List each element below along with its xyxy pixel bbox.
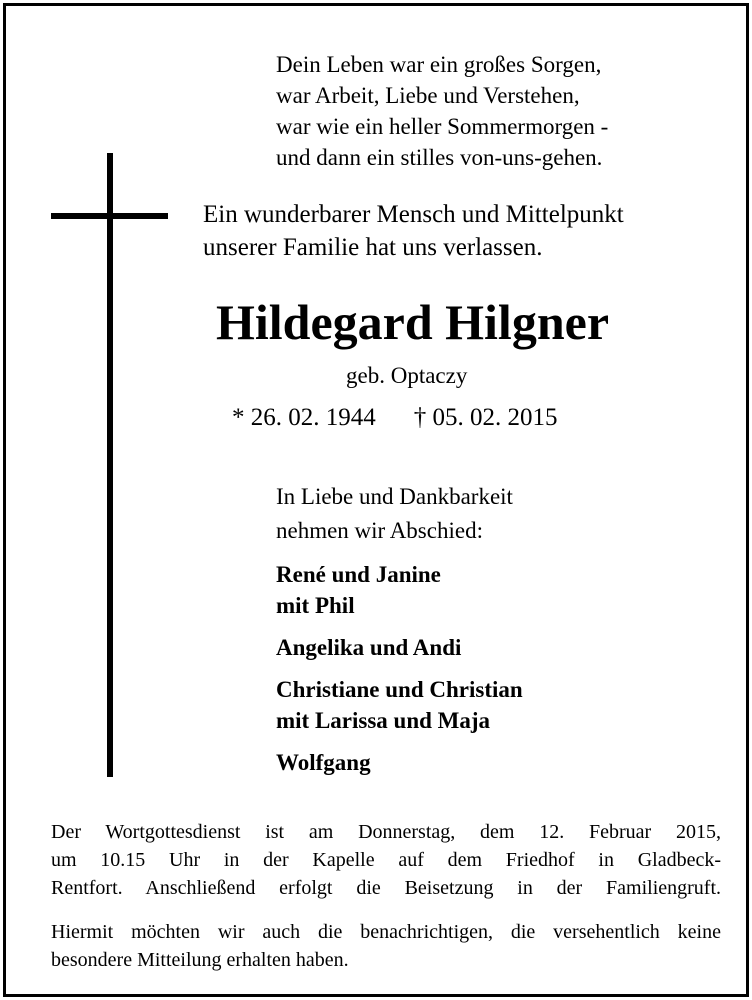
mourner-line: mit Phil: [276, 593, 355, 618]
farewell-line: nehmen wir Abschied:: [276, 518, 483, 543]
deceased-name: Hildegard Hilgner: [215, 294, 610, 350]
service-line: Der Wortgottesdienst ist am Donnerstag, dem 12. Februar 2015,: [51, 821, 721, 843]
service-info: [51, 818, 721, 902]
mourner-line: René und Janine: [276, 562, 441, 587]
mourner-group: [276, 674, 523, 736]
maiden-name: geb. Optaczy: [346, 363, 468, 388]
mourners-list: [276, 559, 523, 789]
mourner-line: Christiane und Christian: [276, 677, 523, 702]
mourner-line: Wolfgang: [276, 750, 371, 775]
obituary-notice: [3, 3, 749, 997]
note-line: besondere Mitteilung erhalten haben.: [51, 949, 349, 971]
mourner-group: [276, 747, 523, 778]
mourner-group: [276, 632, 523, 663]
death-date: † 05. 02. 2015: [413, 404, 558, 431]
mourner-line: mit Larissa und Maja: [276, 708, 491, 733]
cross-vertical-bar: [107, 153, 113, 777]
intro-text: [203, 198, 624, 264]
birth-date: * 26. 02. 1944: [232, 404, 376, 431]
mourner-line: Angelika und Andi: [276, 635, 462, 660]
poem-line: und dann ein stilles von-uns-gehen.: [276, 145, 603, 170]
note-line: Hiermit möchten wir auch die benachrichtigen, die versehentlich keine: [51, 921, 721, 943]
poem-line: Dein Leben war ein großes Sorgen,: [276, 52, 602, 77]
notification-note: [51, 918, 721, 974]
intro-line: unserer Familie hat uns verlassen.: [203, 234, 543, 261]
intro-line: Ein wunderbarer Mensch und Mittelpunkt: [203, 201, 624, 228]
poem-line: war Arbeit, Liebe und Verstehen,: [276, 83, 580, 108]
poem-line: war wie ein heller Sommermorgen -: [276, 114, 609, 139]
cross-horizontal-bar: [51, 213, 168, 219]
service-line: Rentfort. Anschließend erfolgt die Beisetzung in der Familiengruft.: [51, 877, 721, 899]
farewell-text: [276, 480, 513, 548]
poem: [276, 49, 608, 173]
farewell-line: In Liebe und Dankbarkeit: [276, 484, 513, 509]
mourner-group: [276, 559, 523, 621]
service-line: um 10.15 Uhr in der Kapelle auf dem Friedhof in Gladbeck-: [51, 849, 721, 871]
life-dates: [232, 401, 558, 435]
